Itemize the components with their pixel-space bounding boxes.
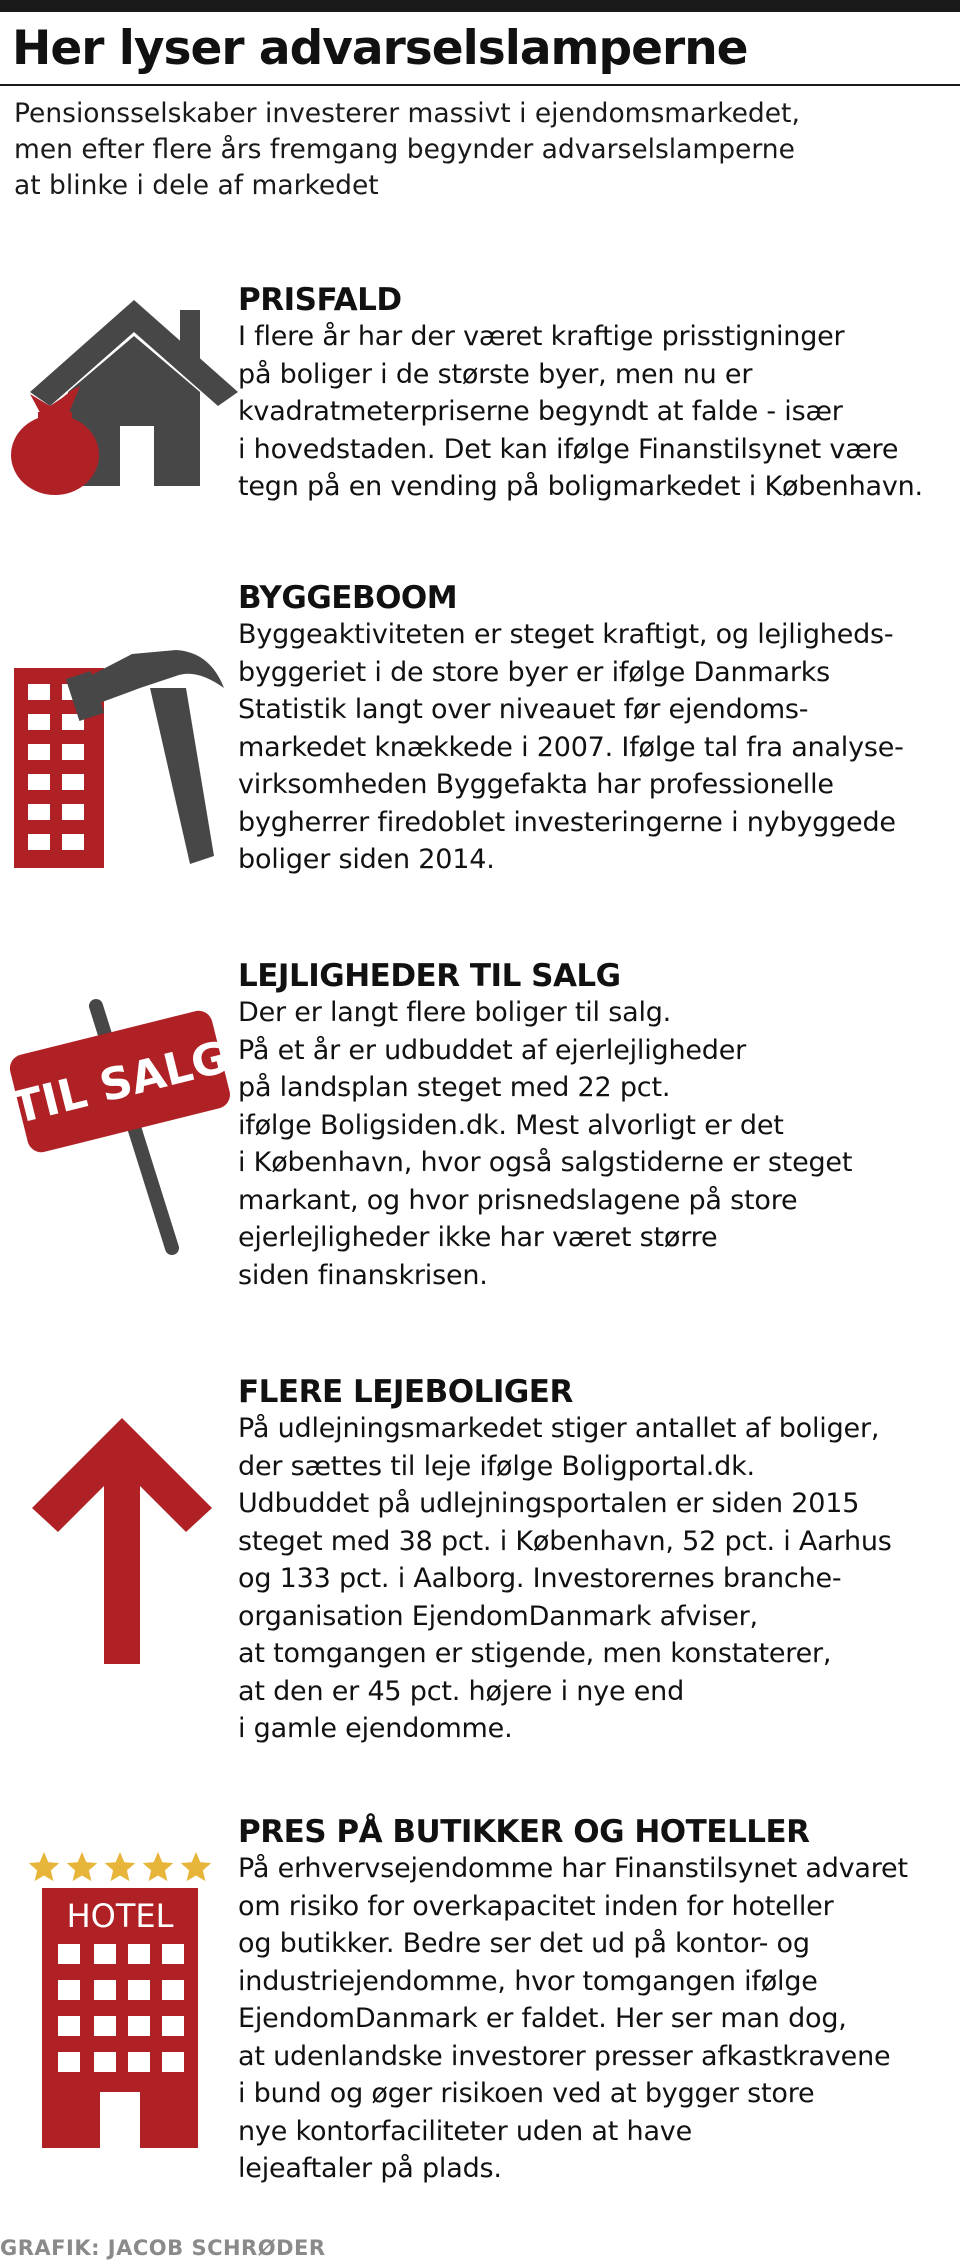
for-sale-sign-icon	[0, 956, 240, 1256]
title-divider	[0, 84, 960, 86]
hotel-building-icon	[0, 1812, 240, 2152]
section-body: Byggeaktiviteten er steget kraftigt, og lejligheds- byggeriet i de store byer er ifølge Danmarks Statistik langt over niveauet før ejendoms- markedet knækkede i 2007. Ifølge tal fra analyse- virksomheden Byggefakta har professionelle bygherrer firedoblet investeringerne i nybyggede boliger siden 2014.	[238, 619, 904, 875]
house-with-money-bag-icon	[0, 280, 240, 520]
section-flere-lejeboliger	[0, 1372, 960, 1772]
graphic-credit: GRAFIK: JACOB SCHRØDER	[0, 2236, 326, 2260]
section-heading: BYGGEBOOM	[238, 580, 458, 616]
section-prisfald	[0, 280, 960, 520]
section-heading: LEJLIGHEDER TIL SALG	[238, 958, 621, 994]
rating-stars-icon	[29, 1852, 211, 1881]
page-title: Her lyser advarselslamperne	[12, 21, 748, 76]
section-heading: FLERE LEJEBOLIGER	[238, 1374, 573, 1410]
building-with-hammer-icon	[0, 578, 240, 898]
section-byggeboom	[0, 578, 960, 898]
section-body: På udlejningsmarkedet stiger antallet af boliger, der sættes til leje ifølge Boligportal.dk. Udbuddet på udlejningsportalen er siden 2015 steget med 38 pct. i København, 52 pct. i Aarhus og 133 pct. i Aalborg. Investorernes branche- organisation EjendomDanmark afviser, at tomgangen er stigende, men konstaterer, at den er 45 pct. højere i nye end i gamle ejendomme.	[238, 1413, 892, 1744]
sign-label: TIL SALG	[7, 1031, 234, 1135]
arrow-up-icon	[0, 1372, 240, 1672]
section-heading: PRES PÅ BUTIKKER OG HOTELLER	[238, 1814, 810, 1850]
section-body: Der er langt flere boliger til salg. På et år er udbuddet af ejerlejligheder på landsplan steget med 22 pct. ifølge Boligsiden.dk. Mest alvorligt er det i København, hvor også salgstiderne er steget markant, og hvor prisnedslagene på store ejerlejligheder ikke har været større siden finanskrisen.	[238, 997, 853, 1291]
section-body: På erhvervsejendomme har Finanstilsynet advaret om risiko for overkapacitet inden for hoteller og butikker. Bedre ser det ud på kontor- og industriejendomme, hvor tomgangen ifølge EjendomDanmark er faldet. Her ser man dog, at udenlandske investorer presser afkastkravene i bund og øger risikoen ved at bygger store nye kontorfaciliteter uden at have lejeaftaler på plads.	[238, 1853, 908, 2184]
section-body: I flere år har der været kraftige prisstigninger på boliger i de største byer, men nu er kvadratmeterpriserne begyndt at falde - især i hovedstaden. Det kan ifølge Finanstilsynet være tegn på en vending på boligmarkedet i København.	[238, 321, 923, 502]
section-lejligheder-til-salg	[0, 956, 960, 1316]
section-pres-paa-butikker	[0, 1812, 960, 2232]
top-bar	[0, 0, 960, 12]
hotel-label: HOTEL	[66, 1897, 174, 1935]
intro-text: Pensionsselskaber investerer massivt i ejendomsmarkedet, men efter flere års fremgang begynder advarselslamperne at blinke i dele af markedet	[14, 98, 800, 201]
section-heading: PRISFALD	[238, 282, 402, 318]
